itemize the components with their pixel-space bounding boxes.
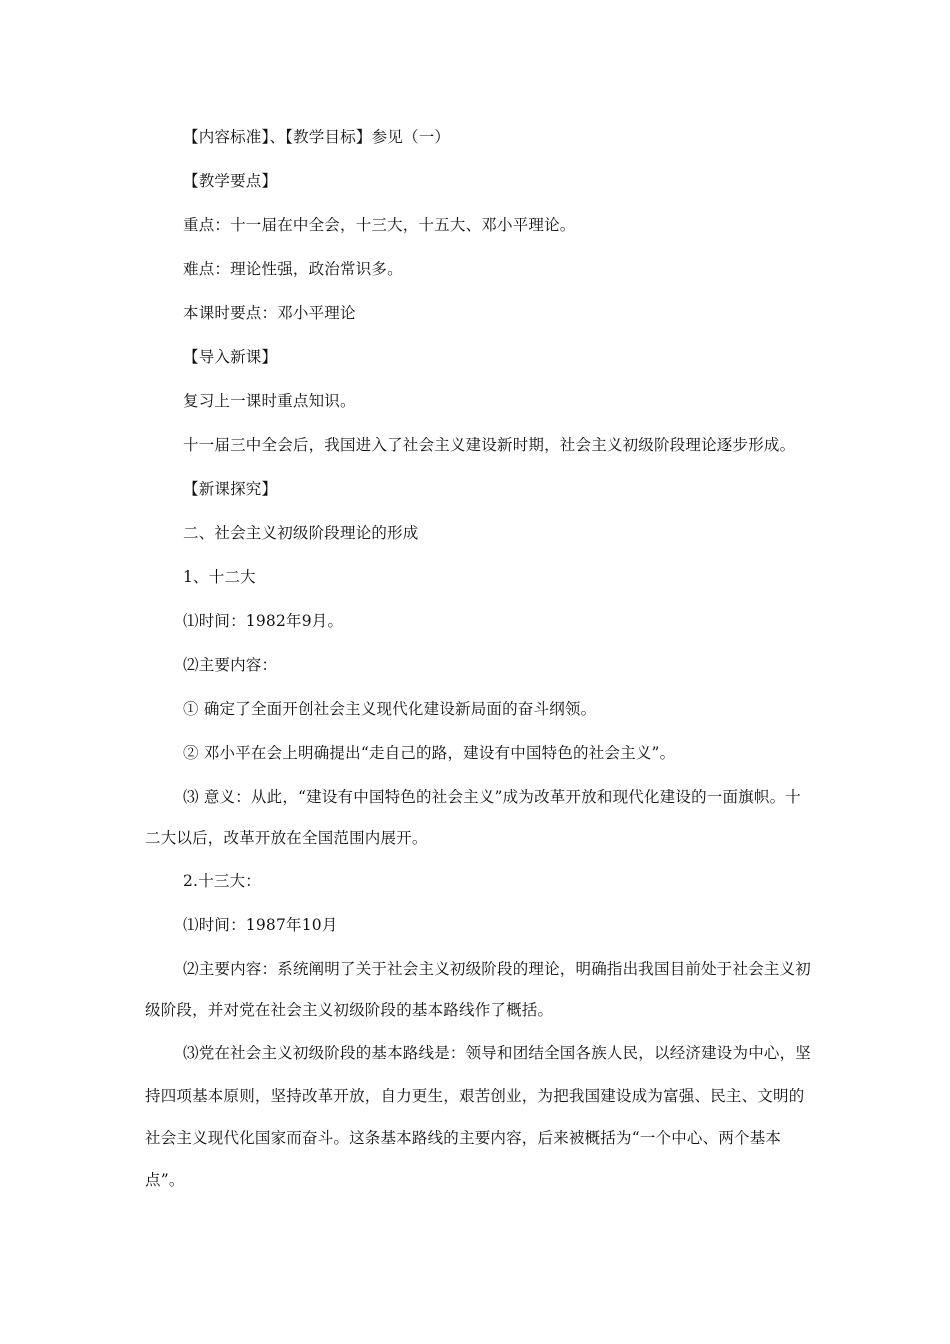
text-line-focus: 重点：十一届在中全会，十三大，十五大、邓小平理论。 xyxy=(183,216,576,234)
text-line-basic-line-cont1: 持四项基本原则，坚持改革开放，自力更生，艰苦创业，为把我国建设成为富强、民主、文明的 xyxy=(145,1087,805,1105)
text-line-review: 复习上一课时重点知识。 xyxy=(183,392,356,410)
text-line-thirteenth-congress: 2.十三大： xyxy=(183,872,261,890)
text-line-twelfth-congress: 1、十二大 xyxy=(183,568,256,586)
text-line-heading-intro: 【导入新课】 xyxy=(183,348,278,366)
text-line-content-standard: 【内容标准】、【教学目标】参见（一） xyxy=(183,128,451,146)
text-line-item-one: ① 确定了全面开创社会主义现代化建设新局面的奋斗纲领。 xyxy=(183,700,597,718)
text-line-time-1982: ⑴时间：1982年9月。 xyxy=(183,612,344,630)
text-line-main-content-13-cont: 级阶段，并对党在社会主义初级阶段的基本路线作了概括。 xyxy=(145,1001,554,1019)
text-line-intro-body: 十一届三中全会后，我国进入了社会主义建设新时期，社会主义初级阶段理论逐步形成。 xyxy=(183,436,796,454)
text-line-basic-line: ⑶党在社会主义初级阶段的基本路线是：领导和团结全国各族人民，以经济建设为中心，坚 xyxy=(183,1044,812,1062)
text-line-main-content-13: ⑵主要内容：系统阐明了关于社会主义初级阶段的理论，明确指出我国目前处于社会主义初 xyxy=(183,960,812,978)
text-line-basic-line-cont3: 点”。 xyxy=(145,1171,185,1189)
text-line-significance: ⑶ 意义：从此，“建设有中国特色的社会主义”成为改革开放和现代化建设的一面旗帜。十 xyxy=(183,788,801,806)
text-line-time-1987: ⑴时间：1987年10月 xyxy=(183,916,338,934)
text-line-section-two: 二、社会主义初级阶段理论的形成 xyxy=(183,524,419,542)
text-line-significance-cont: 二大以后，改革开放在全国范围内展开。 xyxy=(145,829,428,847)
text-line-heading-key-points: 【教学要点】 xyxy=(183,172,278,190)
text-line-basic-line-cont2: 社会主义现代化国家而奋斗。这条基本路线的主要内容，后来被概括为“一个中心、两个基本 xyxy=(145,1129,782,1147)
text-line-lesson-point: 本课时要点：邓小平理论 xyxy=(183,304,356,322)
text-line-heading-new-lesson: 【新课探究】 xyxy=(183,480,278,498)
text-line-item-two: ② 邓小平在会上明确提出“走自己的路，建设有中国特色的社会主义”。 xyxy=(183,744,676,762)
text-line-difficulty: 难点：理论性强，政治常识多。 xyxy=(183,260,403,278)
text-line-main-content: ⑵主要内容： xyxy=(183,656,278,674)
